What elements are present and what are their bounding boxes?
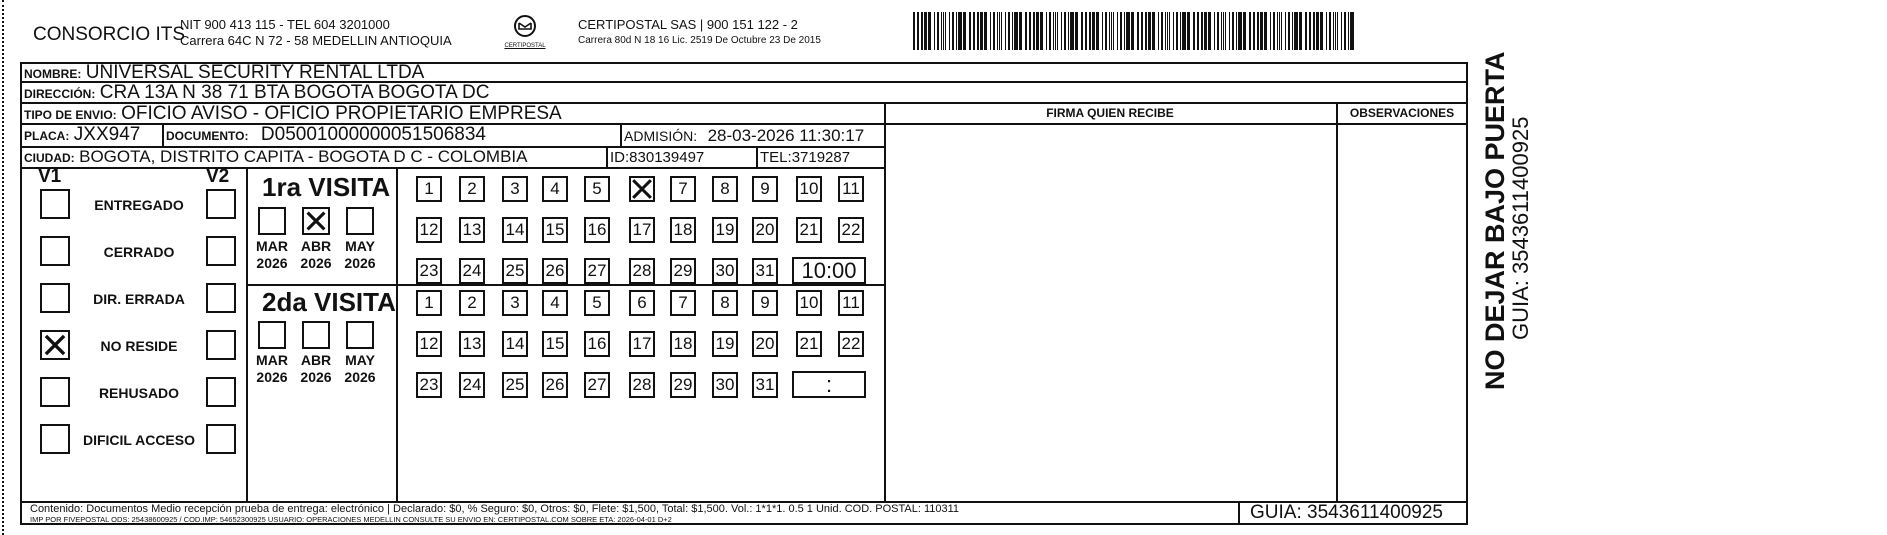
- no-dejar-bajo-puerta: NO DEJAR BAJO PUERTA: [1480, 51, 1510, 390]
- side-guia: GUIA: 3543611400925: [1508, 116, 1533, 340]
- documento-value: D05001000000051506834: [260, 124, 486, 145]
- day-box[interactable]: 9: [752, 290, 778, 316]
- day-box[interactable]: 18: [670, 217, 696, 243]
- day-box[interactable]: 7: [670, 176, 696, 202]
- day-box[interactable]: 27: [584, 372, 610, 398]
- time-box[interactable]: 10:00: [792, 257, 866, 284]
- v1-checkbox-cerrado[interactable]: [40, 236, 70, 266]
- month-label: MAY: [345, 238, 375, 254]
- day-box[interactable]: 17: [629, 331, 655, 357]
- day-box[interactable]: 28: [629, 258, 655, 284]
- month-checkbox-may[interactable]: [346, 321, 374, 349]
- v2-checkbox-dificil-acceso[interactable]: [206, 424, 236, 454]
- direccion-value: CRA 13A N 38 71 BTA BOGOTA BOGOTA DC: [99, 82, 490, 103]
- ciudad-label: CIUDAD:: [24, 151, 75, 165]
- day-box[interactable]: 8: [712, 176, 738, 202]
- month-year: 2026: [256, 255, 288, 271]
- barcode: [913, 12, 1357, 50]
- day-box[interactable]: 3: [502, 290, 528, 316]
- tipo-row: [24, 103, 562, 125]
- x-mark-icon: [42, 332, 68, 358]
- day-box[interactable]: 15: [542, 217, 568, 243]
- footer-contenido: Contenido: Documentos Medio recepción prueba de entrega: electrónico | Declarado: $0, % Seguro: $0, Otros: $0, Flete: $1,500, Total: $1,500. Vol.: 1*1*1. 0.5 1 Unid. COD. POSTAL: 110311: [30, 503, 960, 515]
- day-box[interactable]: 29: [670, 258, 696, 284]
- day-box[interactable]: 10: [796, 290, 822, 316]
- tel-value: 3719287: [791, 149, 851, 166]
- day-box[interactable]: 22: [838, 331, 864, 357]
- day-box[interactable]: 24: [459, 372, 485, 398]
- v1-checkbox-no-reside[interactable]: [40, 330, 70, 360]
- day-box[interactable]: 9: [752, 176, 778, 202]
- visit1-title: 1ra VISITA: [262, 172, 391, 202]
- month-year: 2026: [256, 369, 288, 385]
- v1-label: V1: [38, 166, 62, 187]
- day-box[interactable]: 17: [629, 217, 655, 243]
- placa-row: [24, 124, 140, 146]
- tipo-value: OFICIO AVISO - OFICIO PROPIETARIO EMPRESA: [121, 103, 562, 124]
- direccion-label: DIRECCIÓN:: [24, 87, 96, 101]
- day-box[interactable]: 12: [416, 331, 442, 357]
- day-box[interactable]: 29: [670, 372, 696, 398]
- day-box[interactable]: 18: [670, 331, 696, 357]
- tel-label: TEL:: [760, 149, 792, 166]
- day-box[interactable]: 7: [670, 290, 696, 316]
- visit2-title: 2da VISITA: [262, 287, 396, 317]
- day-box[interactable]: 25: [502, 258, 528, 284]
- month-checkbox-abr[interactable]: [302, 321, 330, 349]
- day-box[interactable]: 12: [416, 217, 442, 243]
- day-box[interactable]: 15: [542, 331, 568, 357]
- month-checkbox-abr[interactable]: [302, 207, 330, 235]
- placa-label: PLACA:: [24, 129, 70, 143]
- tipo-label: TIPO DE ENVIO:: [24, 108, 117, 122]
- documento-label: DOCUMENTO:: [166, 129, 249, 143]
- day-box[interactable]: 14: [502, 217, 528, 243]
- month-label: ABR: [300, 238, 332, 254]
- nombre-row: [24, 62, 424, 82]
- firma-label: FIRMA QUIEN RECIBE: [1046, 106, 1174, 120]
- month-label: MAY: [345, 352, 375, 368]
- day-box[interactable]: 30: [712, 372, 738, 398]
- admision-value: 28-03-2026 11:30:17: [707, 126, 865, 145]
- v1-checkbox-rehusado[interactable]: [40, 377, 70, 407]
- status-label-dificil-acceso: DIFICIL ACCESO: [82, 432, 195, 448]
- day-box[interactable]: [629, 176, 655, 202]
- x-mark-icon: [304, 209, 328, 233]
- day-box[interactable]: 4: [542, 176, 568, 202]
- placa-value: JXX947: [73, 124, 141, 145]
- x-mark-icon: [631, 178, 653, 200]
- footer-imp: IMP POR FIVEPOSTAL ODS: 25438600925 / COD.IMP: 54652300925 USUARIO: OPERACIONES MEDELLIN CONSULTE SU ENVIO EN: CERTIPOSTAL.COM SOBRE ETA: 2026-04-01 D+2: [30, 515, 672, 524]
- status-label-entregado: ENTREGADO: [94, 197, 184, 213]
- day-box[interactable]: 20: [752, 331, 778, 357]
- time-box[interactable]: :: [792, 371, 866, 398]
- day-box[interactable]: 19: [712, 331, 738, 357]
- v2-checkbox-cerrado[interactable]: [206, 236, 236, 266]
- month-checkbox-mar[interactable]: [258, 321, 286, 349]
- tel-row: [760, 149, 850, 166]
- day-box[interactable]: 10: [796, 176, 822, 202]
- v2-checkbox-no-reside[interactable]: [206, 330, 236, 360]
- day-box[interactable]: 14: [502, 331, 528, 357]
- month-label: ABR: [300, 352, 332, 368]
- day-box[interactable]: 13: [459, 331, 485, 357]
- day-box[interactable]: 1: [416, 290, 442, 316]
- day-box[interactable]: 23: [416, 372, 442, 398]
- day-box[interactable]: 21: [796, 217, 822, 243]
- day-box[interactable]: 26: [542, 258, 568, 284]
- certipostal-address: Carrera 80d N 18 16 Lic. 2519 De Octubre 23 De 2015: [578, 35, 821, 46]
- certipostal-info: CERTIPOSTAL SAS | 900 151 122 - 2: [578, 17, 798, 32]
- day-box[interactable]: 31: [752, 372, 778, 398]
- direccion-row: [24, 82, 489, 104]
- month-year: 2026: [300, 255, 332, 271]
- day-box[interactable]: 25: [502, 372, 528, 398]
- month-year: 2026: [344, 255, 376, 271]
- day-box[interactable]: 30: [712, 258, 738, 284]
- day-box[interactable]: 5: [584, 176, 610, 202]
- status-label-cerrado: CERRADO: [103, 244, 175, 260]
- day-box[interactable]: 22: [838, 217, 864, 243]
- ciudad-row: [24, 147, 527, 167]
- id-value: 830139497: [629, 149, 705, 166]
- day-box[interactable]: 4: [542, 290, 568, 316]
- v2-checkbox-rehusado[interactable]: [206, 377, 236, 407]
- ciudad-value: BOGOTA, DISTRITO CAPITA - BOGOTA D C - COLOMBIA: [79, 147, 528, 166]
- v1-checkbox-entregado[interactable]: [40, 189, 70, 219]
- day-box[interactable]: 11: [838, 290, 864, 316]
- status-label-dir-errada: DIR. ERRADA: [93, 291, 185, 307]
- day-box[interactable]: 2: [459, 290, 485, 316]
- month-label: MAR: [256, 352, 288, 368]
- logo-text: CERTIPOSTAL: [504, 43, 546, 49]
- day-box[interactable]: 21: [796, 331, 822, 357]
- day-box[interactable]: 3: [502, 176, 528, 202]
- day-box[interactable]: 8: [712, 290, 738, 316]
- status-label-no-reside: NO RESIDE: [100, 338, 178, 354]
- day-box[interactable]: 19: [712, 217, 738, 243]
- v2-checkbox-dir-errada[interactable]: [206, 283, 236, 313]
- month-year: 2026: [344, 369, 376, 385]
- documento-row: [166, 124, 486, 146]
- day-box[interactable]: 11: [838, 176, 864, 202]
- day-box[interactable]: 13: [459, 217, 485, 243]
- day-box[interactable]: 6: [629, 290, 655, 316]
- day-box[interactable]: 5: [584, 290, 610, 316]
- left-edge-line: [2, 0, 4, 535]
- id-label: ID:: [610, 149, 630, 166]
- day-box[interactable]: 31: [752, 258, 778, 284]
- month-label: MAR: [256, 238, 288, 254]
- certipostal-logo: [495, 14, 555, 50]
- month-year: 2026: [300, 369, 332, 385]
- day-box[interactable]: 26: [542, 372, 568, 398]
- day-box[interactable]: 23: [416, 258, 442, 284]
- day-box[interactable]: 1: [416, 176, 442, 202]
- v2-label: V2: [206, 166, 230, 187]
- month-checkbox-mar[interactable]: [258, 207, 286, 235]
- company-nit: NIT 900 413 115 - TEL 604 3201000: [180, 17, 390, 32]
- envelope-circle-icon: [513, 14, 537, 38]
- month-checkbox-may[interactable]: [346, 207, 374, 235]
- v1-checkbox-dir-errada[interactable]: [40, 283, 70, 313]
- company-name: CONSORCIO ITS: [33, 24, 186, 45]
- day-box[interactable]: 20: [752, 217, 778, 243]
- status-label-rehusado: REHUSADO: [98, 385, 180, 401]
- day-box[interactable]: 16: [584, 331, 610, 357]
- admision-label: ADMISIÓN:: [624, 128, 698, 144]
- day-box[interactable]: 24: [459, 258, 485, 284]
- day-box[interactable]: 2: [459, 176, 485, 202]
- admision-row: [624, 126, 864, 146]
- company-address: Carrera 64C N 72 - 58 MEDELLIN ANTIOQUIA: [180, 33, 452, 48]
- day-box[interactable]: 27: [584, 258, 610, 284]
- nombre-label: NOMBRE:: [24, 67, 82, 81]
- nombre-value: UNIVERSAL SECURITY RENTAL LTDA: [85, 62, 425, 83]
- observaciones-label: OBSERVACIONES: [1349, 106, 1455, 120]
- id-row: [610, 149, 704, 166]
- day-box[interactable]: 28: [629, 372, 655, 398]
- footer-guia: GUIA: 3543611400925: [1250, 502, 1443, 523]
- v1-checkbox-dificil-acceso[interactable]: [40, 424, 70, 454]
- v2-checkbox-entregado[interactable]: [206, 189, 236, 219]
- day-box[interactable]: 16: [584, 217, 610, 243]
